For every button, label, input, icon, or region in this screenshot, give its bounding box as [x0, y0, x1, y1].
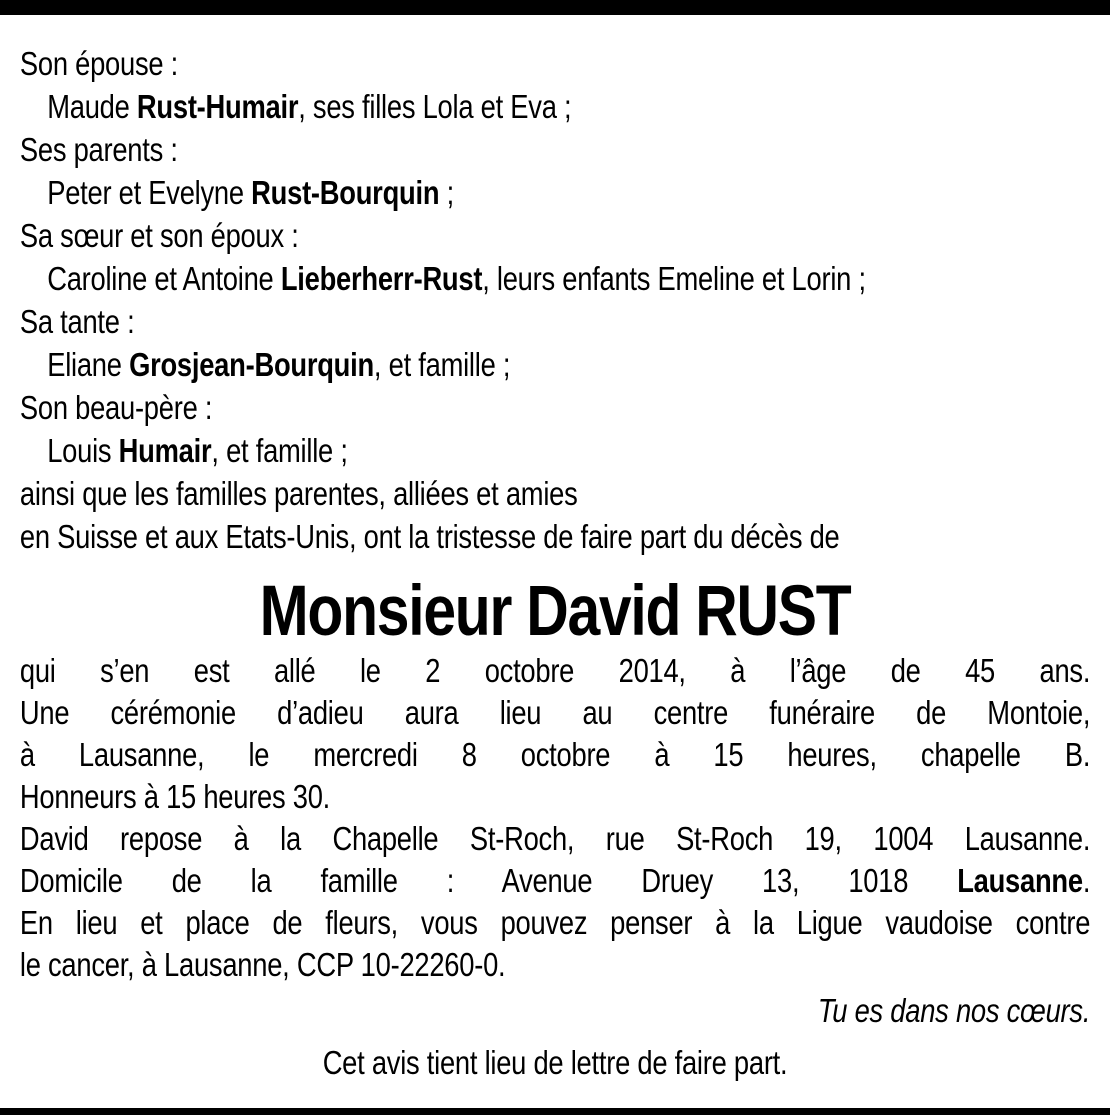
notice-line [20, 818, 1090, 860]
surname-bold-text: Lausanne [957, 862, 1083, 899]
announcement-body [20, 650, 1090, 986]
notice-line [20, 692, 1090, 734]
notice-line [20, 300, 1090, 343]
notice-line [20, 860, 1090, 902]
text-segment: Louis [47, 432, 119, 469]
text-segment: Honneurs à 15 heures 30. [19, 778, 331, 815]
text-segment: qui s’en est allé le 2 octobre 2014, à l’âge de 45 ans. [19, 652, 1091, 689]
text-segment: . [1082, 862, 1091, 899]
deceased-name-title: Monsieur David RUST [259, 572, 851, 651]
text-segment: Ses parents : [19, 131, 178, 168]
notice-line [20, 472, 1090, 515]
text-segment: à Lausanne, le mercredi 8 octobre à 15 heures, chapelle B. [19, 736, 1091, 773]
text-segment: Maude [47, 88, 137, 125]
text-segment: ainsi que les familles parentes, alliées et amies [19, 475, 578, 512]
text-segment: ; [439, 174, 454, 211]
text-segment: Caroline et Antoine [47, 260, 281, 297]
text-segment: Peter et Evelyne [47, 174, 252, 211]
notice-line [20, 85, 1090, 128]
notice-line [20, 343, 1090, 386]
notice-line [20, 515, 1090, 558]
notice-line [20, 386, 1090, 429]
text-segment: Son épouse : [19, 45, 179, 82]
notice-line [20, 429, 1090, 472]
text-segment: En lieu et place de fleurs, vous pouvez penser à la Ligue vaudoise contre [19, 904, 1091, 941]
notice-line [20, 944, 1090, 986]
text-segment: Son beau-père : [19, 389, 213, 426]
text-segment: le cancer, à Lausanne, CCP 10-22260-0. [19, 946, 506, 983]
notice-line [20, 171, 1090, 214]
text-segment: , et famille ; [373, 346, 511, 383]
family-relations-list [20, 42, 1090, 558]
bottom-rule-bar [0, 1108, 1110, 1115]
surname-bold-text: Rust-Bourquin [251, 174, 440, 211]
notice-line [20, 214, 1090, 257]
text-segment: Sa sœur et son époux : [19, 217, 299, 254]
surname-bold-text: Humair [118, 432, 212, 469]
notice-line [20, 734, 1090, 776]
notice-line [20, 128, 1090, 171]
notice-line [20, 42, 1090, 85]
text-segment: , leurs enfants Emeline et Lorin ; [482, 260, 866, 297]
notice-line [20, 776, 1090, 818]
farewell-quote: Tu es dans nos cœurs. [817, 992, 1091, 1029]
notice-line [20, 650, 1090, 692]
text-segment: , et famille ; [211, 432, 348, 469]
footer-note: Cet avis tient lieu de lettre de faire part. [322, 1044, 788, 1081]
text-segment: Domicile de la famille : Avenue Druey 13, 1018 [19, 862, 958, 899]
text-segment: David repose à la Chapelle St-Roch, rue St-Roch 19, 1004 Lausanne. [19, 820, 1091, 857]
text-segment: Une cérémonie d’adieu aura lieu au centre funéraire de Montoie, [19, 694, 1091, 731]
surname-bold-text: Lieberherr-Rust [280, 260, 483, 297]
text-segment: Eliane [47, 346, 130, 383]
surname-bold-text: Rust-Humair [136, 88, 299, 125]
text-segment: , ses filles Lola et Eva ; [298, 88, 572, 125]
text-segment: Sa tante : [19, 303, 135, 340]
notice-line [20, 902, 1090, 944]
notice-line [20, 257, 1090, 300]
text-segment: en Suisse et aux Etats-Unis, ont la tristesse de faire part du décès de [19, 518, 840, 555]
surname-bold-text: Grosjean-Bourquin [129, 346, 374, 383]
